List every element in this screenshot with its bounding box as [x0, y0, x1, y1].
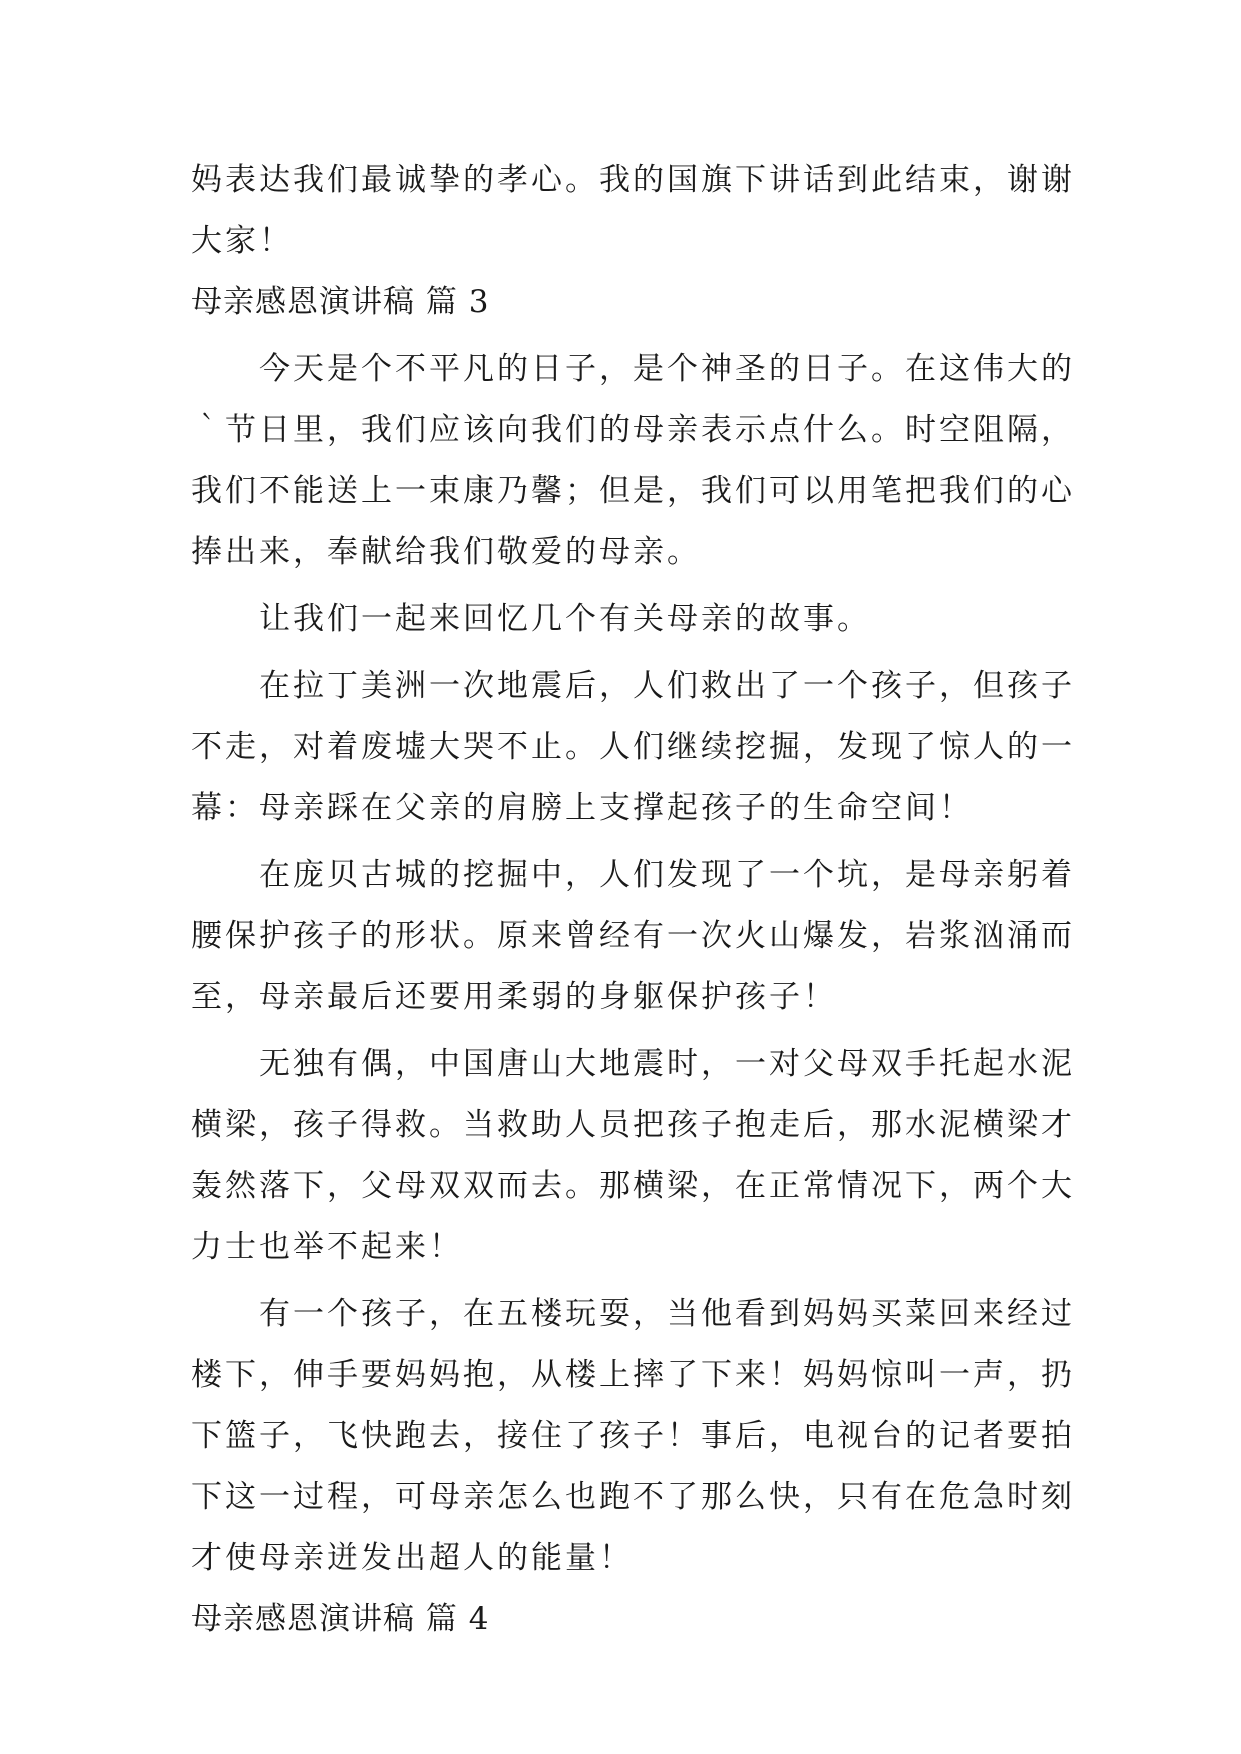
document-page: [191, 150, 1075, 1650]
paragraph-line: 不走，对着废墟大哭不止。人们继续挖掘，发现了惊人的一: [191, 729, 1075, 765]
paragraph-line: 才使母亲迸发出超人的能量！: [191, 1540, 633, 1576]
paragraph-line: 下篮子，飞快跑去，接住了孩子！事后，电视台的记者要拍: [191, 1418, 1075, 1454]
paragraph: [191, 339, 1075, 583]
paragraph-line: 在拉丁美洲一次地震后，人们救出了一个孩子，但孩子: [191, 668, 1075, 704]
paragraph-line: 在庞贝古城的挖掘中，人们发现了一个坑，是母亲躬着: [191, 857, 1075, 893]
continuation-line: 大家！: [191, 223, 293, 259]
paragraph-line: 有一个孩子，在五楼玩耍，当他看到妈妈买菜回来经过: [191, 1296, 1075, 1332]
paragraph: [191, 589, 1049, 650]
paragraph-line: 让我们一起来回忆几个有关母亲的故事。: [191, 601, 871, 637]
paragraph: [191, 656, 1075, 839]
paragraph-line: 无独有偶，中国唐山大地震时，一对父母双手托起水泥: [191, 1046, 1075, 1082]
paragraph-line: 今天是个不平凡的日子，是个神圣的日子。在这伟大的: [191, 351, 1075, 387]
paragraph-line: 捧出来，奉献给我们敬爱的母亲。: [191, 534, 701, 570]
paragraph-line: 腰保护孩子的形状。原来曾经有一次火山爆发，岩浆汹涌而: [191, 918, 1075, 954]
paragraph-line: 楼下，伸手要妈妈抱，从楼上摔了下来！妈妈惊叫一声，扔: [191, 1357, 1075, 1393]
paragraph-line: 至，母亲最后还要用柔弱的身躯保护孩子！: [191, 979, 837, 1015]
section-heading: 母亲感恩演讲稿 篇 3: [191, 284, 490, 320]
continuation-line: 妈表达我们最诚挚的孝心。我的国旗下讲话到此结束，谢谢: [191, 162, 1075, 198]
paragraph-line: 我们不能送上一束康乃馨；但是，我们可以用笔把我们的心: [191, 473, 1075, 509]
paragraph-line: 力士也举不起来！: [191, 1229, 463, 1265]
paragraph: [191, 845, 1075, 1028]
paragraph-line: 下这一过程，可母亲怎么也跑不了那么快，只有在危急时刻: [191, 1479, 1075, 1515]
paragraph-line: 横梁，孩子得救。当救助人员把孩子抱走后，那水泥横梁才: [191, 1107, 1075, 1143]
section-heading: 母亲感恩演讲稿 篇 4: [191, 1601, 490, 1637]
paragraph: [191, 1034, 1075, 1278]
paragraph-line: 幕：母亲踩在父亲的肩膀上支撑起孩子的生命空间！: [191, 790, 973, 826]
paragraph-line: 轰然落下，父母双双而去。那横梁，在正常情况下，两个大: [191, 1168, 1075, 1204]
paragraph: [191, 1284, 1075, 1589]
paragraph-line: ｀节日里，我们应该向我们的母亲表示点什么。时空阻隔，: [191, 412, 1075, 448]
